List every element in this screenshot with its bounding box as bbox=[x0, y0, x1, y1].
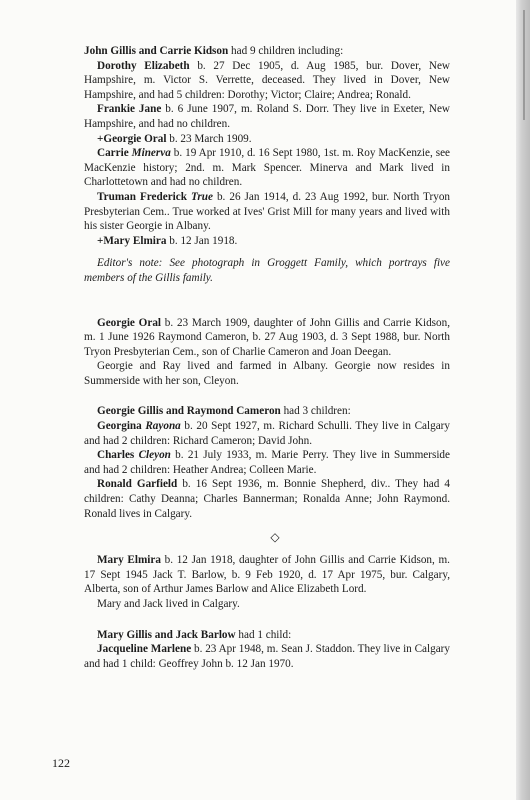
child-entry bbox=[84, 190, 450, 234]
child-name: Georgina bbox=[97, 420, 146, 433]
child-nickname: Rayona bbox=[145, 420, 181, 433]
child-name: Frankie Jane bbox=[97, 103, 162, 116]
child-text: b. 27 Dec 1905, d. Aug 1985, bur. Dover, New Hampshire, m. Victor S. Verrette, deceased. They lived in Dover, New Hampshire, and had 5 children: Dorothy; Victor; Claire; Andrea; Ronald. bbox=[84, 59, 450, 101]
child-name: Charles bbox=[97, 449, 139, 462]
person-entry bbox=[84, 316, 450, 360]
person-paragraph: Georgie and Ray lived and farmed in Albany. Georgie now resides in Summerside with her son, Cleyon. bbox=[84, 360, 450, 387]
page-edge bbox=[516, 0, 530, 800]
child-entry bbox=[84, 642, 450, 671]
child-entry bbox=[84, 419, 450, 448]
child-entry bbox=[84, 132, 450, 147]
child-nickname: Cleyon bbox=[138, 449, 171, 462]
child-name: Dorothy Elizabeth bbox=[97, 59, 190, 72]
person-text: b. 12 Jan 1918, daughter of John Gillis and Carrie Kidson, m. 17 Sept 1945 Jack T. Barlow, b. 9 Feb 1920, d. 17 Apr 1975, bur. Calgary, Alberta, son of Arthur James Barlow and Alice Elizabeth Lord. bbox=[84, 554, 450, 596]
heading-text: had 9 children including: bbox=[228, 45, 344, 57]
person-paragraph: Mary and Jack lived in Calgary. bbox=[97, 598, 240, 610]
child-text: b. 16 Sept 1936, m. Bonnie Shepherd, div.. They had 4 children: Cathy Deanna; Charles Bannerman; Ronalda Anne; John Raymond. Ronald lives in Calgary. bbox=[84, 478, 450, 520]
child-entry bbox=[84, 102, 450, 131]
child-text: b. 23 Apr 1948, m. Sean J. Staddon. They live in Calgary and had 1 child: Geoffrey John b. 12 Jan 1970. bbox=[84, 643, 450, 670]
page-edge-shadow bbox=[523, 10, 525, 120]
page-content bbox=[84, 44, 450, 671]
child-nickname: Minerva bbox=[131, 147, 171, 160]
person-name: Mary Elmira bbox=[97, 554, 161, 567]
family-heading bbox=[84, 404, 450, 419]
child-entry bbox=[84, 59, 450, 103]
child-name: Truman Frederick bbox=[97, 190, 191, 203]
child-entry bbox=[84, 477, 450, 521]
person-name: Georgie Oral bbox=[97, 316, 162, 329]
child-entry bbox=[84, 234, 450, 249]
child-text: b. 26 Jan 1914, d. 23 Aug 1992, bur. North Tryon Presbyterian Cem.. True worked at Ives' Grist Mill for many years and lived with his sister Georgie in Albany. bbox=[84, 190, 451, 233]
heading-names: Mary Gillis and Jack Barlow bbox=[97, 628, 236, 641]
child-name: Jacqueline Marlene bbox=[97, 643, 192, 656]
editor-note: Editor's note: See photograph in Groggett Family, which portrays five members of the Gillis family. bbox=[84, 257, 450, 284]
child-text: b. 19 Apr 1910, d. 16 Sept 1980, 1st. m. Roy MacKenzie, see MacKenzie history; 2nd. m. Mark Spencer. Minerva and Mark lived in Charlottetown and had no children. bbox=[84, 147, 450, 189]
child-entry bbox=[84, 146, 450, 190]
child-entry bbox=[84, 448, 450, 477]
child-name: Carrie bbox=[97, 147, 132, 160]
person-text: b. 23 March 1909, daughter of John Gillis and Carrie Kidson, m. 1 June 1926 Raymond Cameron, b. 27 Aug 1903, d. 3 Sept 1988, bur. North Tryon Presbyterian Cem., son of Charlie Cameron and Joan Deegan. bbox=[84, 316, 450, 358]
heading-names: John Gillis and Carrie Kidson bbox=[84, 45, 229, 57]
child-text: b. 21 July 1933, m. Marie Perry. They live in Summerside and had 2 children: Heather Andrea; Colleen Marie. bbox=[84, 449, 450, 476]
child-name: Ronald Garfield bbox=[97, 478, 178, 491]
heading-text: had 1 child: bbox=[235, 628, 292, 641]
person-entry bbox=[84, 553, 450, 597]
child-text: b. 6 June 1907, m. Roland S. Dorr. They live in Exeter, New Hampshire, and had no children. bbox=[84, 103, 450, 130]
section-separator-icon: ◇ bbox=[270, 530, 280, 545]
child-text: b. 12 Jan 1918. bbox=[166, 234, 238, 247]
family-heading bbox=[84, 44, 450, 59]
family-heading bbox=[84, 628, 450, 643]
heading-names: Georgie Gillis and Raymond Cameron bbox=[97, 405, 281, 418]
child-name: +Mary Elmira bbox=[97, 234, 167, 247]
child-nickname: True bbox=[190, 190, 213, 203]
child-text: b. 23 March 1909. bbox=[166, 132, 252, 145]
heading-text: had 3 children: bbox=[280, 405, 351, 418]
page-number: 122 bbox=[52, 756, 70, 770]
child-text: b. 20 Sept 1927, m. Richard Schulli. They live in Calgary and had 2 children: Richard Cameron; David John. bbox=[84, 420, 450, 447]
child-name: +Georgie Oral bbox=[97, 132, 167, 145]
